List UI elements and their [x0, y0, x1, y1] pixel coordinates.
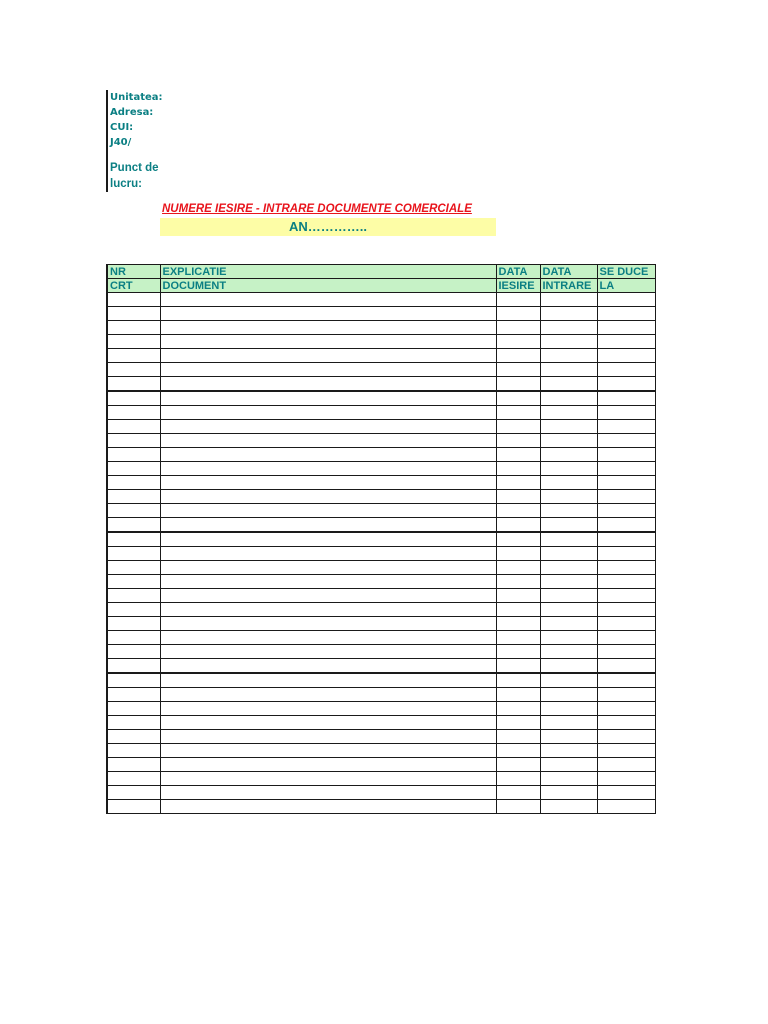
register-table [106, 264, 656, 814]
table-cell[interactable] [107, 377, 160, 392]
header-explicatie: EXPLICATIE [160, 265, 496, 279]
table-cell[interactable] [540, 434, 597, 448]
table-row[interactable] [107, 800, 655, 814]
table-cell[interactable] [160, 532, 496, 547]
table-cell[interactable] [160, 603, 496, 617]
table-cell[interactable] [597, 462, 655, 476]
table-cell[interactable] [160, 547, 496, 561]
table-cell[interactable] [107, 518, 160, 533]
table-cell[interactable] [107, 490, 160, 504]
table-row[interactable] [107, 617, 655, 631]
table-cell[interactable] [597, 758, 655, 772]
table-cell[interactable] [496, 631, 540, 645]
table-cell[interactable] [540, 335, 597, 349]
table-cell[interactable] [540, 730, 597, 744]
table-cell[interactable] [597, 744, 655, 758]
table-cell[interactable] [496, 688, 540, 702]
cui-label: CUI: [110, 122, 134, 133]
table-cell[interactable] [496, 589, 540, 603]
table-cell[interactable] [496, 504, 540, 518]
table-row[interactable] [107, 518, 655, 533]
table-cell[interactable] [540, 391, 597, 406]
address-label: Adresa: [110, 107, 154, 118]
table-cell[interactable] [107, 716, 160, 730]
table-cell[interactable] [160, 518, 496, 533]
table-row[interactable] [107, 575, 655, 589]
table-cell[interactable] [540, 800, 597, 814]
table-cell[interactable] [160, 730, 496, 744]
table-row[interactable] [107, 561, 655, 575]
table-row[interactable] [107, 504, 655, 518]
table-cell[interactable] [496, 490, 540, 504]
table-cell[interactable] [540, 420, 597, 434]
table-cell[interactable] [540, 589, 597, 603]
table-cell[interactable] [160, 702, 496, 716]
table-cell[interactable] [160, 391, 496, 406]
table-cell[interactable] [597, 575, 655, 589]
table-row[interactable] [107, 758, 655, 772]
company-info-block [106, 90, 163, 192]
table-cell[interactable] [597, 518, 655, 533]
table-cell[interactable] [107, 603, 160, 617]
table-cell[interactable] [496, 335, 540, 349]
table-cell[interactable] [496, 448, 540, 462]
table-cell[interactable] [160, 420, 496, 434]
table-cell[interactable] [160, 363, 496, 377]
table-cell[interactable] [107, 786, 160, 800]
table-cell[interactable] [107, 730, 160, 744]
table-cell[interactable] [107, 561, 160, 575]
table-row[interactable] [107, 673, 655, 688]
document-title: NUMERE IESIRE - INTRARE DOCUMENTE COMERCIALE [162, 203, 472, 215]
table-cell[interactable] [597, 490, 655, 504]
table-cell[interactable] [160, 673, 496, 688]
table-row[interactable] [107, 349, 655, 363]
table-cell[interactable] [540, 688, 597, 702]
table-row[interactable] [107, 476, 655, 490]
table-row[interactable] [107, 786, 655, 800]
table-cell[interactable] [107, 434, 160, 448]
table-cell[interactable] [597, 476, 655, 490]
year-label: AN………….. [160, 218, 496, 236]
table-cell[interactable] [597, 420, 655, 434]
table-cell[interactable] [496, 293, 540, 307]
table-cell[interactable] [540, 659, 597, 674]
table-cell[interactable] [540, 406, 597, 420]
table-cell[interactable] [540, 702, 597, 716]
table-cell[interactable] [496, 603, 540, 617]
header-row-1 [107, 265, 655, 279]
table-cell[interactable] [107, 349, 160, 363]
table-cell[interactable] [107, 504, 160, 518]
table-cell[interactable] [597, 631, 655, 645]
table-cell[interactable] [160, 716, 496, 730]
table-cell[interactable] [597, 391, 655, 406]
table-cell[interactable] [597, 406, 655, 420]
table-cell[interactable] [107, 758, 160, 772]
table-row[interactable] [107, 307, 655, 321]
table-cell[interactable] [160, 307, 496, 321]
table-cell[interactable] [540, 603, 597, 617]
unit-label: Unitatea: [110, 92, 163, 103]
table-cell[interactable] [107, 448, 160, 462]
table-cell[interactable] [597, 659, 655, 674]
table-cell[interactable] [540, 716, 597, 730]
table-cell[interactable] [160, 490, 496, 504]
table-cell[interactable] [540, 504, 597, 518]
table-cell[interactable] [107, 688, 160, 702]
table-cell[interactable] [597, 772, 655, 786]
table-cell[interactable] [597, 434, 655, 448]
table-cell[interactable] [160, 645, 496, 659]
table-cell[interactable] [160, 434, 496, 448]
table-row[interactable] [107, 490, 655, 504]
table-cell[interactable] [496, 420, 540, 434]
table-row[interactable] [107, 772, 655, 786]
table-cell[interactable] [540, 476, 597, 490]
table-cell[interactable] [540, 758, 597, 772]
table-cell[interactable] [160, 575, 496, 589]
table-row[interactable] [107, 406, 655, 420]
table-row[interactable] [107, 744, 655, 758]
table-cell[interactable] [496, 772, 540, 786]
table-cell[interactable] [597, 730, 655, 744]
table-cell[interactable] [496, 547, 540, 561]
table-cell[interactable] [496, 786, 540, 800]
table-cell[interactable] [597, 702, 655, 716]
table-cell[interactable] [107, 631, 160, 645]
table-cell[interactable] [160, 772, 496, 786]
header-se-duce: SE DUCE [597, 265, 655, 279]
table-cell[interactable] [597, 786, 655, 800]
table-cell[interactable] [540, 321, 597, 335]
table-cell[interactable] [160, 744, 496, 758]
header-row-2 [107, 279, 655, 293]
table-cell[interactable] [540, 377, 597, 392]
table-cell[interactable] [107, 363, 160, 377]
table-cell[interactable] [597, 645, 655, 659]
table-cell[interactable] [160, 688, 496, 702]
table-cell[interactable] [107, 391, 160, 406]
table-cell[interactable] [540, 462, 597, 476]
table-row[interactable] [107, 603, 655, 617]
table-cell[interactable] [540, 772, 597, 786]
table-row[interactable] [107, 688, 655, 702]
table-cell[interactable] [160, 786, 496, 800]
table-cell[interactable] [107, 589, 160, 603]
table-cell[interactable] [597, 547, 655, 561]
table-cell[interactable] [160, 321, 496, 335]
table-cell[interactable] [496, 462, 540, 476]
table-cell[interactable] [597, 363, 655, 377]
table-cell[interactable] [540, 744, 597, 758]
table-row[interactable] [107, 532, 655, 547]
table-cell[interactable] [107, 406, 160, 420]
table-cell[interactable] [597, 561, 655, 575]
table-cell[interactable] [496, 561, 540, 575]
table-cell[interactable] [160, 448, 496, 462]
table-cell[interactable] [540, 307, 597, 321]
table-cell[interactable] [160, 561, 496, 575]
table-cell[interactable] [107, 462, 160, 476]
table-row[interactable] [107, 730, 655, 744]
table-cell[interactable] [496, 307, 540, 321]
header-data-intrare: DATA [540, 265, 597, 279]
table-cell[interactable] [160, 476, 496, 490]
table-row[interactable] [107, 335, 655, 349]
table-cell[interactable] [107, 321, 160, 335]
table-cell[interactable] [496, 363, 540, 377]
table-row[interactable] [107, 659, 655, 674]
table-cell[interactable] [496, 532, 540, 547]
table-cell[interactable] [496, 744, 540, 758]
table-cell[interactable] [496, 758, 540, 772]
table-cell[interactable] [597, 377, 655, 392]
table-cell[interactable] [540, 293, 597, 307]
table-cell[interactable] [597, 293, 655, 307]
table-cell[interactable] [107, 617, 160, 631]
table-cell[interactable] [496, 391, 540, 406]
table-cell[interactable] [540, 617, 597, 631]
table-cell[interactable] [540, 532, 597, 547]
table-cell[interactable] [160, 377, 496, 392]
table-cell[interactable] [160, 800, 496, 814]
table-cell[interactable] [160, 504, 496, 518]
table-cell[interactable] [597, 617, 655, 631]
table-cell[interactable] [597, 504, 655, 518]
table-cell[interactable] [496, 518, 540, 533]
table-cell[interactable] [160, 335, 496, 349]
table-cell[interactable] [496, 702, 540, 716]
table-cell[interactable] [540, 786, 597, 800]
table-cell[interactable] [597, 589, 655, 603]
table-cell[interactable] [597, 307, 655, 321]
header-intrare: INTRARE [540, 279, 597, 293]
table-row[interactable] [107, 420, 655, 434]
table-cell[interactable] [160, 631, 496, 645]
table-row[interactable] [107, 589, 655, 603]
table-row[interactable] [107, 448, 655, 462]
table-cell[interactable] [597, 716, 655, 730]
table-cell[interactable] [540, 363, 597, 377]
table-cell[interactable] [107, 645, 160, 659]
table-cell[interactable] [540, 518, 597, 533]
header-data-iesire: DATA [496, 265, 540, 279]
table-cell[interactable] [160, 758, 496, 772]
table-cell[interactable] [540, 547, 597, 561]
table-cell[interactable] [107, 476, 160, 490]
header-crt: CRT [107, 279, 160, 293]
table-cell[interactable] [496, 659, 540, 674]
table-cell[interactable] [540, 561, 597, 575]
table-cell[interactable] [540, 490, 597, 504]
table-row[interactable] [107, 547, 655, 561]
table-cell[interactable] [160, 617, 496, 631]
registration-label: J40/ [110, 137, 132, 148]
table-cell[interactable] [496, 434, 540, 448]
table-cell[interactable] [107, 673, 160, 688]
table-cell[interactable] [160, 659, 496, 674]
header-document: DOCUMENT [160, 279, 496, 293]
table-cell[interactable] [540, 575, 597, 589]
table-cell[interactable] [496, 730, 540, 744]
table-cell[interactable] [540, 631, 597, 645]
table-cell[interactable] [597, 688, 655, 702]
table-cell[interactable] [107, 659, 160, 674]
table-cell[interactable] [496, 617, 540, 631]
table-cell[interactable] [597, 673, 655, 688]
table-cell[interactable] [160, 589, 496, 603]
table-cell[interactable] [496, 349, 540, 363]
table-cell[interactable] [597, 800, 655, 814]
table-cell[interactable] [540, 349, 597, 363]
table-cell[interactable] [540, 448, 597, 462]
table-cell[interactable] [597, 349, 655, 363]
table-row[interactable] [107, 462, 655, 476]
table-cell[interactable] [496, 645, 540, 659]
table-row[interactable] [107, 321, 655, 335]
table-cell[interactable] [107, 575, 160, 589]
table-cell[interactable] [160, 349, 496, 363]
table-cell[interactable] [496, 321, 540, 335]
table-cell[interactable] [597, 335, 655, 349]
table-cell[interactable] [496, 716, 540, 730]
header-nr: NR [107, 265, 160, 279]
table-cell[interactable] [107, 702, 160, 716]
table-cell[interactable] [496, 800, 540, 814]
table-row[interactable] [107, 293, 655, 307]
table-row[interactable] [107, 645, 655, 659]
table-row[interactable] [107, 716, 655, 730]
table-cell[interactable] [107, 547, 160, 561]
table-cell[interactable] [107, 532, 160, 547]
table-cell[interactable] [160, 293, 496, 307]
table-cell[interactable] [597, 321, 655, 335]
table-cell[interactable] [597, 448, 655, 462]
header-la: LA [597, 279, 655, 293]
table-cell[interactable] [597, 532, 655, 547]
workpoint-label-2: lucru: [110, 178, 142, 190]
workpoint-label-1: Punct de [110, 162, 159, 174]
table-cell[interactable] [107, 293, 160, 307]
table-cell[interactable] [107, 744, 160, 758]
table-row[interactable] [107, 391, 655, 406]
table-cell[interactable] [496, 406, 540, 420]
table-cell[interactable] [540, 645, 597, 659]
table-cell[interactable] [597, 603, 655, 617]
table-cell[interactable] [107, 307, 160, 321]
table-row[interactable] [107, 363, 655, 377]
table-cell[interactable] [496, 377, 540, 392]
table-row[interactable] [107, 434, 655, 448]
table-row[interactable] [107, 377, 655, 392]
table-cell[interactable] [496, 476, 540, 490]
table-cell[interactable] [107, 335, 160, 349]
table-cell[interactable] [107, 420, 160, 434]
header-iesire: IESIRE [496, 279, 540, 293]
table-cell[interactable] [107, 772, 160, 786]
table-cell[interactable] [496, 575, 540, 589]
table-cell[interactable] [107, 800, 160, 814]
table-cell[interactable] [540, 673, 597, 688]
table-cell[interactable] [496, 673, 540, 688]
table-cell[interactable] [160, 462, 496, 476]
table-row[interactable] [107, 631, 655, 645]
table-cell[interactable] [160, 406, 496, 420]
table-row[interactable] [107, 702, 655, 716]
